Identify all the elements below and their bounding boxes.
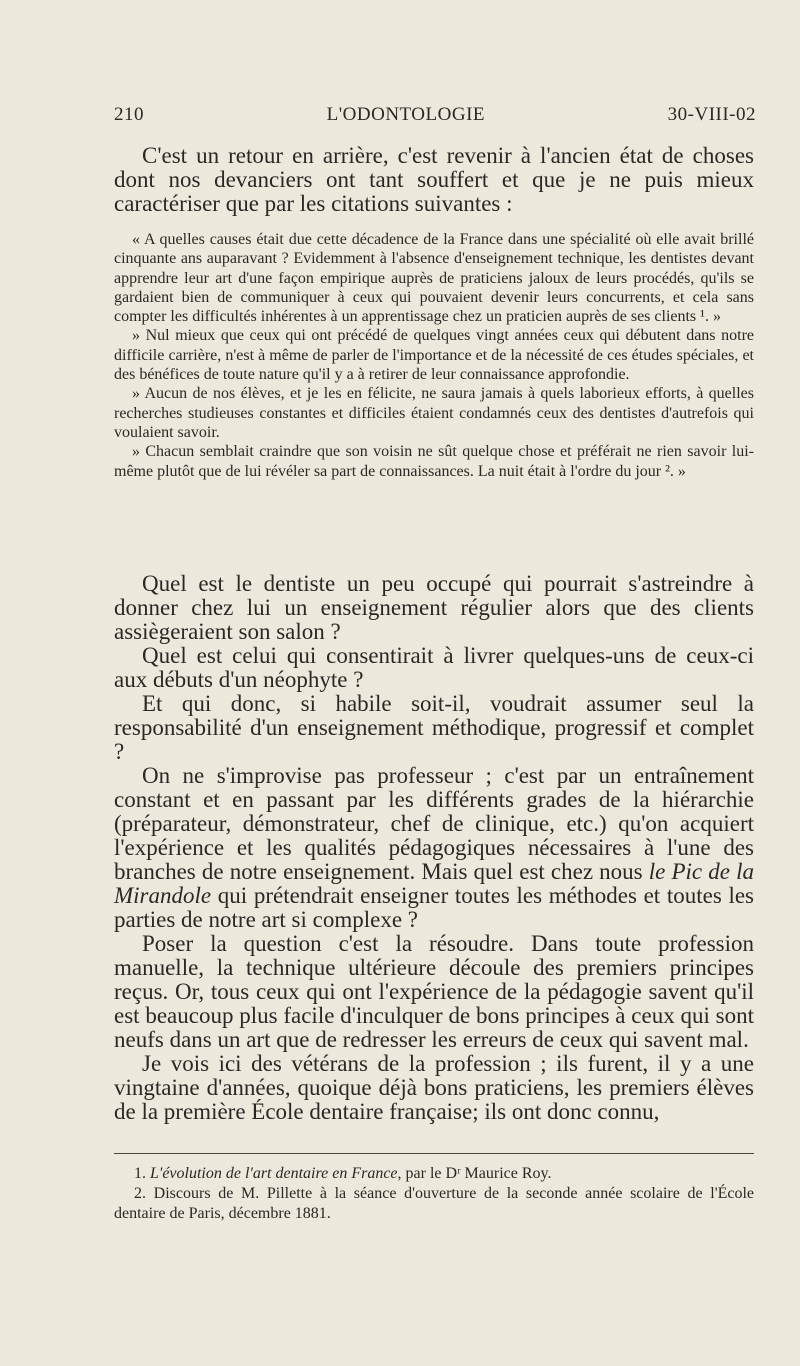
footnote-1-title: L'évolution de l'art dentaire en France bbox=[150, 1165, 398, 1182]
quote-paragraph-2: » Nul mieux que ceux qui ont précédé de quelques vingt années ceux qui débutent dans notre difficile carrière, n'est à même de parler de l'importance et de la nécessité de ces études spéciales, et des bénéfices de toute nature qu'il y a à retirer de leur connaissance approfondie. bbox=[114, 327, 754, 384]
journal-title: L'ODONTOLOGIE bbox=[326, 104, 486, 125]
quote-paragraph-3: » Aucun de nos élèves, et je les en félicite, ne saura jamais à quels laborieux efforts, à quelles recherches studieuses constantes et difficiles étaient condamnés ceux des dentistes d'autrefois qui voulaient savoir. bbox=[114, 385, 754, 441]
body-paragraph-6: Je vois ici des vétérans de la profession ; ils furent, il y a une vingtaine d'années, quoique déjà bons praticiens, les premiers élèves de la première École dentaire française; ils ont donc connu, bbox=[114, 1051, 754, 1124]
body-paragraph-1: Quel est le dentiste un peu occupé qui pourrait s'astreindre à donner chez lui un enseignement régulier alors que des clients assiègeraient son salon ? bbox=[114, 571, 754, 644]
quote-paragraph-1: « A quelles causes était due cette décadence de la France dans une spécialité où elle avait brillé cinquante ans auparavant ? Evidemment à l'absence d'enseignement technique, les dentistes devant apprendre leur art d'une façon empirique auprès de praticiens jaloux de leurs procédés, qu'ils se gardaient bien de communiquer à ceux qui pouvaient devenir leurs concurrents, et cela sans compter les difficultés inhérentes à un apprentissage chez un praticien auprès de ses clients ¹. » bbox=[114, 231, 754, 326]
issue-date: 30-VIII-02 bbox=[667, 104, 756, 125]
body-paragraph-4 bbox=[114, 764, 754, 932]
quotation-block bbox=[114, 230, 754, 481]
intro-text: C'est un retour en arrière, c'est revenir à l'ancien état de choses dont nos devanciers ont tant souffert et que je ne puis mieux caractériser que par les citations suivantes : bbox=[114, 143, 754, 216]
body-paragraph-4-start: On ne s'improvise pas professeur ; c'est par un entraînement constant et en passant par les différents grades de la hiérarchie (préparateur, démonstrateur, chef de clinique, etc.) qu'on acquiert l'expérience et les qualités pédagogiques nécessaires à l'une des branches de notre enseignement. Mais quel est chez nous bbox=[114, 763, 754, 884]
footnote-1-rest: , par le Dʳ Maurice Roy. bbox=[397, 1165, 552, 1182]
main-body bbox=[114, 572, 754, 1124]
running-header bbox=[114, 104, 756, 126]
footnote-1-number: 1. bbox=[134, 1165, 146, 1182]
footnote-divider bbox=[114, 1153, 754, 1154]
body-paragraph-2: Quel est celui qui consentirait à livrer quelques-uns de ceux-ci aux débuts d'un néophyte ? bbox=[114, 643, 754, 692]
intro-paragraph bbox=[114, 144, 754, 216]
italic-name: le Pic de la Mirandole bbox=[114, 859, 754, 908]
quote-paragraph-4: » Chacun semblait craindre que son voisin ne sût quelque chose et préférait ne rien savoir lui-même plutôt que de lui révéler sa part de connaissances. La nuit était à l'ordre du jour ². » bbox=[114, 443, 754, 480]
footnote-2: 2. Discours de M. Pillette à la séance d'ouverture de la seconde année scolaire de l'École dentaire de Paris, décembre 1881. bbox=[114, 1185, 754, 1222]
body-paragraph-4-end: qui prétendrait enseigner toutes les méthodes et toutes les parties de notre art si complexe ? bbox=[114, 883, 754, 932]
page-number: 210 bbox=[114, 104, 144, 125]
footnote-1 bbox=[114, 1164, 754, 1184]
footnotes bbox=[114, 1164, 754, 1224]
body-paragraph-5: Poser la question c'est la résoudre. Dans toute profession manuelle, la technique ultérieure découle des premiers principes reçus. Or, tous ceux qui ont l'expérience de la pédagogie savent qu'il est beaucoup plus facile d'inculquer de bons principes à ceux qui sont neufs dans un art que de redresser les erreurs de ceux qui savent mal. bbox=[114, 931, 754, 1052]
body-paragraph-3: Et qui donc, si habile soit-il, voudrait assumer seul la responsabilité d'un enseignement méthodique, progressif et complet ? bbox=[114, 691, 754, 764]
